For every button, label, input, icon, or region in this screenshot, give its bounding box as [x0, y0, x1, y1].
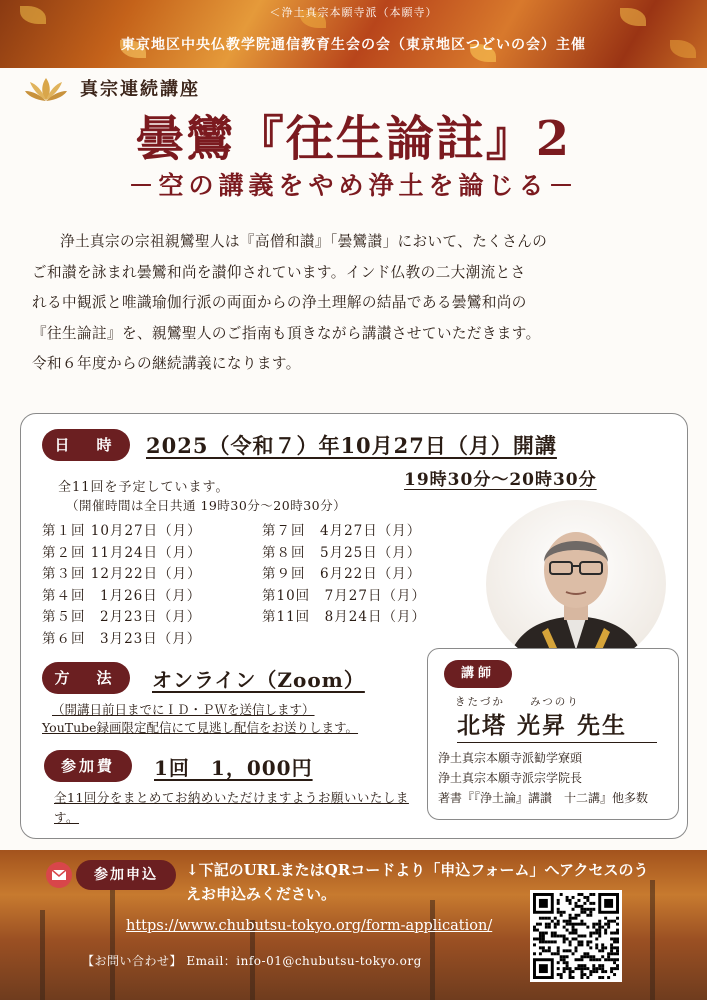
session-item: 第６回 3月23日（月）: [42, 630, 202, 647]
lecturer-name: 北塔 光昇 先生: [457, 707, 657, 743]
session-item: 第３回 12月22日（月）: [42, 566, 202, 583]
method-note: YouTube録画限定配信にて見逃し配信をお送りします。: [42, 720, 359, 735]
header-organizer: 東京地区中央仏教学院通信教育生会の会（東京地区つどいの会）主催: [121, 37, 586, 53]
intro-paragraph: [32, 227, 676, 380]
session-item: 第８回 5月25日（月）: [262, 544, 422, 561]
method-value: オンライン（Zoom）: [152, 668, 365, 692]
method-note: （開講日前日までにＩＤ・ＰＷを送信します）: [52, 702, 315, 717]
schedule-note: 全11回を予定しています。: [58, 480, 230, 495]
session-item: 第10回 7月27日（月）: [262, 587, 426, 604]
intro-line: れる中観派と唯識瑜伽行派の両面からの浄土理解の結晶である曇鸞和尚の: [32, 294, 527, 311]
schedule-label: 日 時: [42, 429, 130, 461]
portrait-icon: [486, 500, 666, 668]
credential-item: 浄土真宗本願寺派勧学寮頭: [438, 751, 583, 765]
session-time: 19時30分～20時30分: [404, 470, 597, 490]
intro-line: 令和６年度からの継続講義になります。: [32, 355, 301, 372]
intro-line: ご和讃を詠まれ曇鸞和尚を讃仰されています。インド仏教の二大潮流とさ: [32, 263, 526, 281]
qr-code[interactable]: [530, 890, 622, 982]
intro-line: 浄土真宗の宗祖親鸞聖人は『高僧和讃』「曇鸞讃」において、たくさんの: [60, 233, 548, 250]
session-item: 第５回 2月23日（月）: [42, 609, 202, 626]
apply-instructions: ↓下記のURLまたはQRコードより「申込フォーム」へアクセスのうえお申込みください。: [186, 861, 649, 903]
apply-label: 参加申込: [76, 860, 176, 890]
session-item: 第１回 10月27日（月）: [42, 523, 202, 539]
mail-icon: [46, 862, 72, 888]
series-label: 真宗連続講座: [80, 79, 200, 100]
fee-value: 1回 1，000円: [154, 756, 313, 780]
session-item: 第２回 11月24日（月）: [42, 544, 202, 561]
header-subtitle: ＜浄土真宗本願寺派（本願寺）: [269, 6, 438, 19]
lecturer-name-reading: きたづか みつのり: [455, 696, 580, 708]
session-item: 第７回 4月27日（月）: [262, 523, 422, 539]
lecturer-credentials: [438, 748, 648, 808]
intro-line: 『往生論註』を、親鸞聖人のご指南も頂きながら講讃させていただきます。: [32, 324, 541, 342]
contact-info: 【お問い合わせ】 Email：info-01@chubutsu-tokyo.org: [82, 954, 422, 968]
start-date: 2025（令和７）年10月27日（月）開講: [146, 433, 557, 458]
credential-item: 浄土真宗本願寺派宗学院長: [438, 771, 583, 785]
session-item: 第11回 8月24日（月）: [262, 609, 426, 626]
page-title: 曇鸞『往生論註』2: [135, 111, 572, 167]
lecturer-photo: [486, 500, 666, 668]
fee-note: 全11回分をまとめてお納めいただけますようお願いいたします。: [54, 790, 409, 825]
credential-item: 著書『『浄土論』講讃 十二講』他多数: [438, 791, 649, 805]
page-subtitle: －空の講義をやめ浄土を論じる－: [128, 171, 579, 200]
session-list-left: [42, 521, 202, 651]
method-label: 方 法: [42, 662, 130, 694]
apply-link[interactable]: https://www.chubutsu-tokyo.org/form-application/: [126, 918, 493, 934]
fee-label: 参加費: [44, 750, 132, 782]
session-item: 第９回 6月22日（月）: [262, 566, 422, 583]
schedule-hours: （開催時間は全日共通 19時30分～20時30分）: [66, 498, 347, 513]
session-list-right: [262, 521, 426, 629]
qr-code-icon: [533, 893, 619, 979]
lecturer-label: 講師: [444, 660, 512, 688]
session-item: 第４回 1月26日（月）: [42, 587, 202, 604]
